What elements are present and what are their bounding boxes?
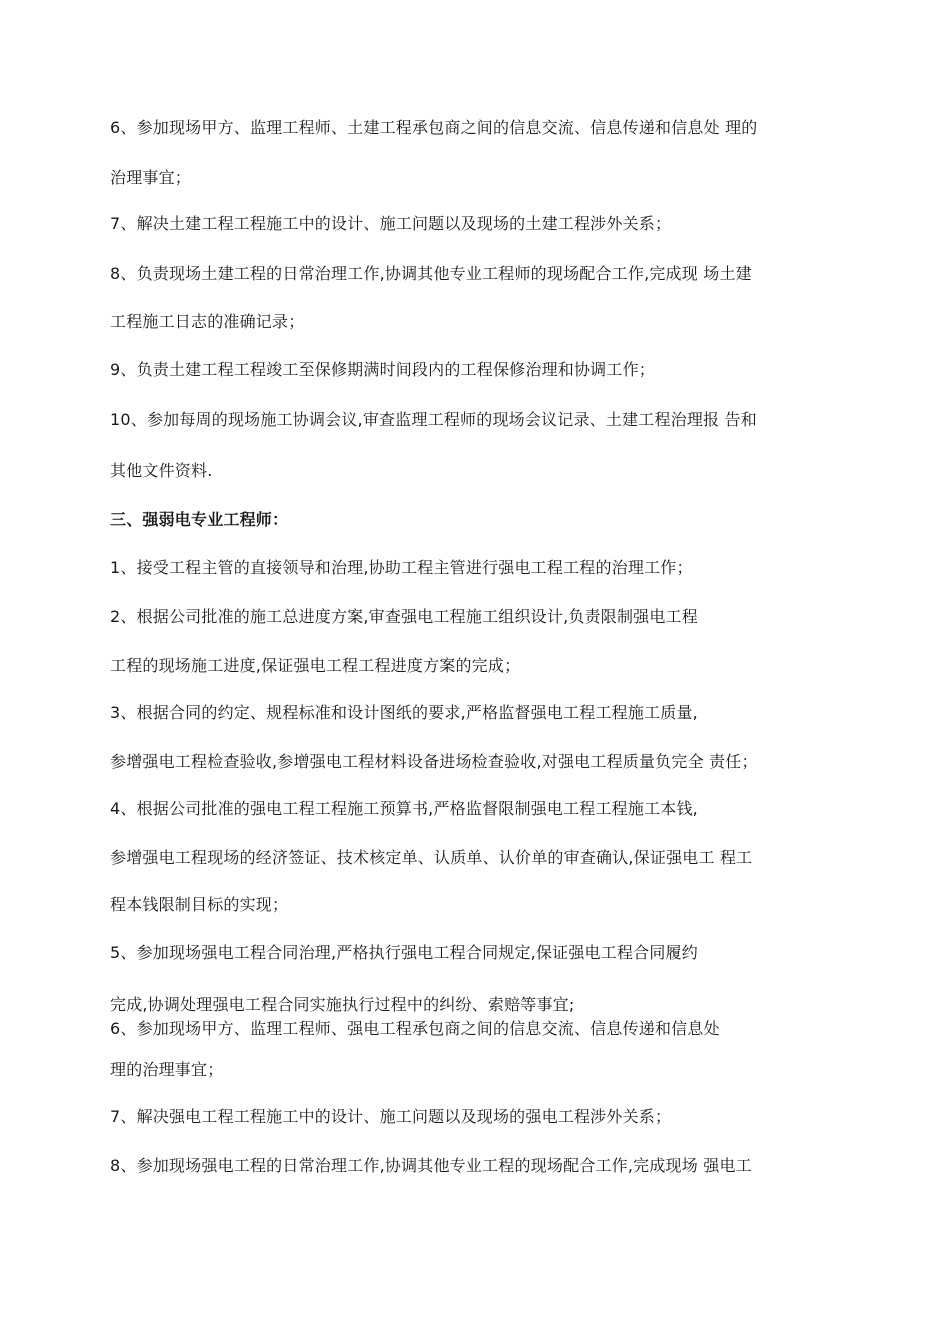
text-line: 程本钱限制目标的实现；: [110, 895, 289, 914]
text-line: 7、解决强电工程工程施工中的设计、施工问题以及现场的强电工程涉外关系；: [110, 1107, 672, 1126]
text-line: 8、参加现场强电工程的日常治理工作,协调其他专业工程的现场配合工作,完成现场 强电工: [110, 1156, 752, 1175]
text-line: 6、参加现场甲方、监理工程师、土建工程承包商之间的信息交流、信息传递和信息处 理的: [110, 118, 758, 137]
section-heading: 三、强弱电专业工程师：: [110, 510, 289, 529]
text-line: 6、参加现场甲方、监理工程师、强电工程承包商之间的信息交流、信息传递和信息处: [110, 1019, 720, 1038]
text-line: 工程施工日志的准确记录；: [110, 312, 305, 331]
text-line: 7、解决土建工程工程施工中的设计、施工问题以及现场的土建工程涉外关系；: [110, 214, 672, 233]
text-line: 其他文件资料.: [110, 461, 213, 480]
text-line: 参增强电工程检查验收,参增强电工程材料设备进场检查验收,对强电工程质量负完全 责任；: [110, 752, 758, 771]
text-line: 理的治理事宜；: [110, 1060, 224, 1079]
text-line: 参增强电工程现场的经济签证、技术核定单、认质单、认价单的审查确认,保证强电工 程工: [110, 848, 753, 867]
text-line: 3、根据合同的约定、规程标准和设计图纸的要求,严格监督强电工程工程施工质量,: [110, 703, 698, 722]
text-line: 工程的现场施工进度,保证强电工程工程进度方案的完成；: [110, 656, 521, 675]
text-line: 完成,协调处理强电工程合同实施执行过程中的纠纷、索赔等事宜;: [110, 995, 575, 1014]
text-line: 8、负责现场土建工程的日常治理工作,协调其他专业工程师的现场配合工作,完成现 场土建: [110, 264, 752, 283]
text-line: 10、参加每周的现场施工协调会议,审查监理工程师的现场会议记录、土建工程治理报 告和: [110, 410, 757, 429]
text-line: 1、接受工程主管的直接领导和治理,协助工程主管进行强电工程工程的治理工作；: [110, 558, 693, 577]
text-line: 9、负责土建工程工程竣工至保修期满时间段内的工程保修治理和协调工作；: [110, 360, 655, 379]
text-line: 5、参加现场强电工程合同治理,严格执行强电工程合同规定,保证强电工程合同履约: [110, 943, 698, 962]
text-line: 4、根据公司批准的强电工程工程施工预算书,严格监督限制强电工程工程施工本钱,: [110, 799, 698, 818]
text-line: 治理事宜；: [110, 168, 192, 187]
text-line: 2、根据公司批准的施工总进度方案,审查强电工程施工组织设计,负责限制强电工程: [110, 607, 698, 626]
